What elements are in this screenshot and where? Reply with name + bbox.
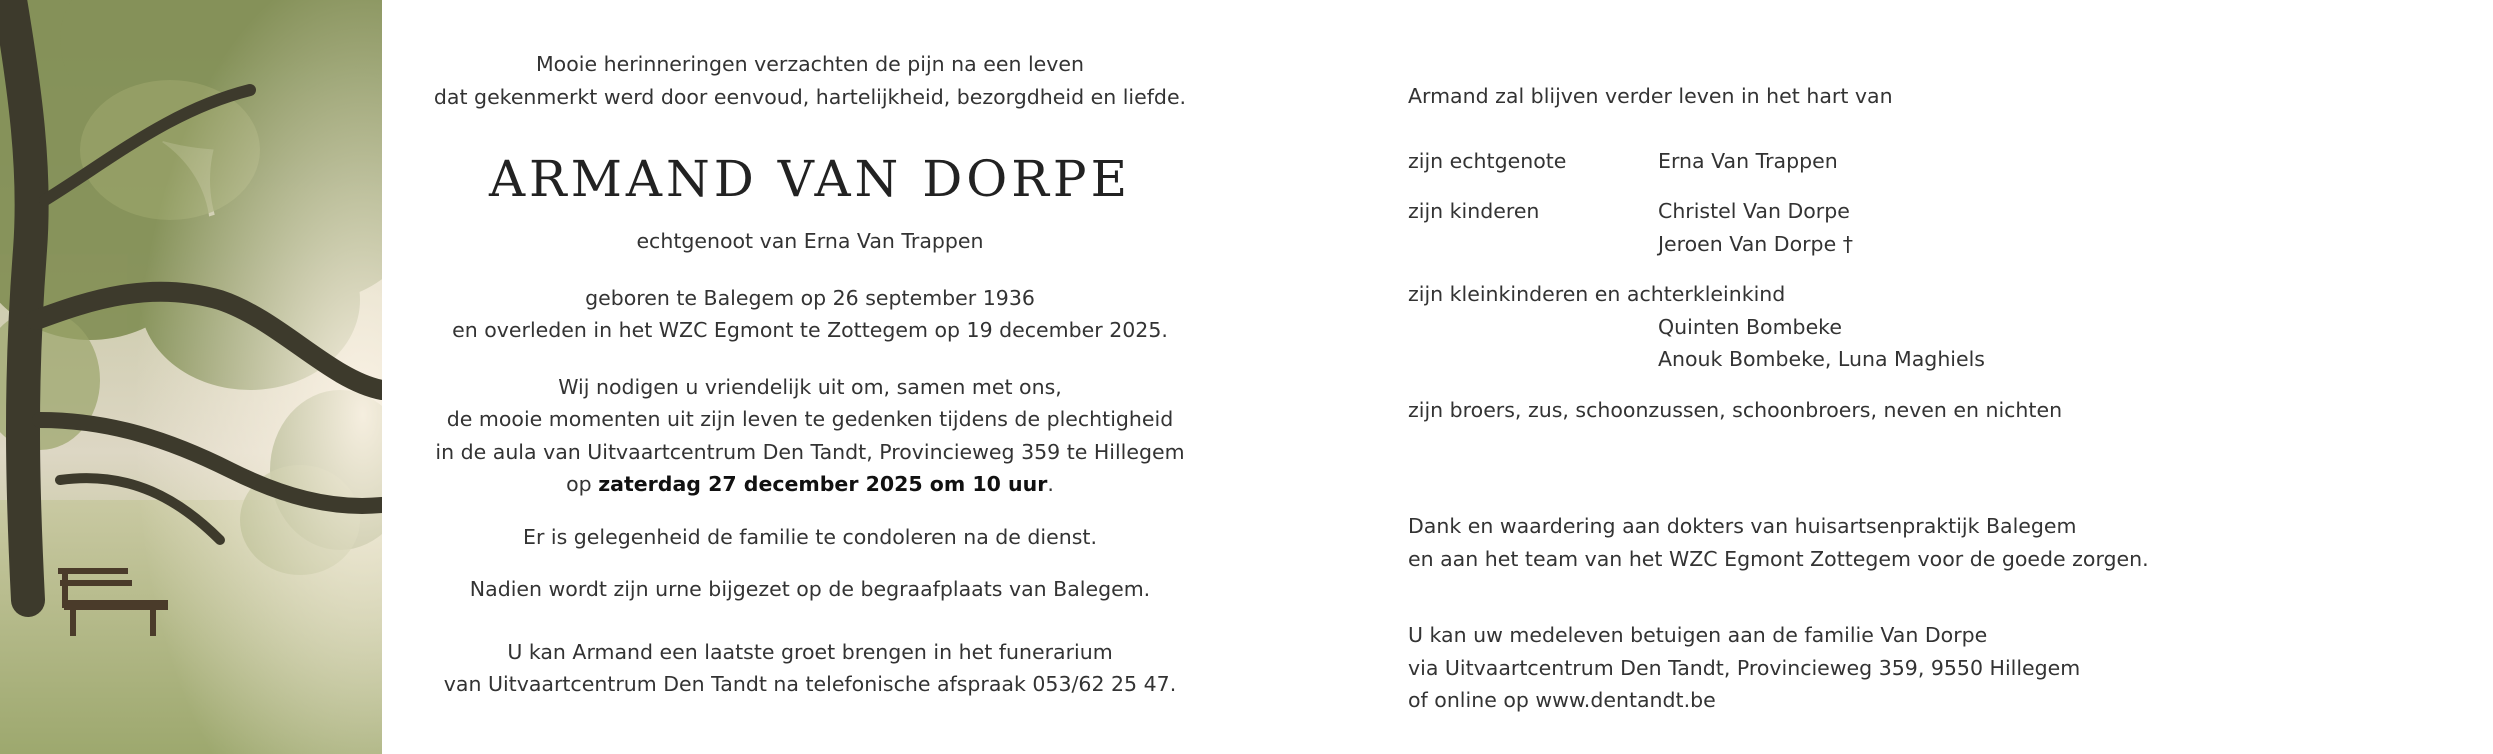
invitation-line-1: Wij nodigen u vriendelijk uit om, samen met ons, bbox=[558, 374, 1062, 399]
spouse-value: Erna Van Trappen bbox=[1658, 148, 1838, 173]
deceased-name: ARMAND VAN DORPE bbox=[488, 150, 1132, 208]
ceremony-prefix: op bbox=[566, 472, 599, 496]
spouse-label: zijn echtgenote bbox=[1408, 148, 1567, 173]
spouse-row bbox=[1408, 145, 2448, 178]
thanks-line-2: en aan het team van het WZC Egmont Zottegem voor de goede zorgen. bbox=[1408, 546, 2149, 571]
children-label: zijn kinderen bbox=[1408, 199, 1540, 223]
urn-line: Nadien wordt zijn urne bijgezet op de begraafplaats van Balegem. bbox=[469, 577, 1151, 601]
other-relatives: zijn broers, zus, schoonzussen, schoonbroers, neven en nichten bbox=[1408, 397, 2063, 422]
child-name: Jeroen Van Dorpe † bbox=[1658, 231, 1853, 256]
funerarium-line-2: van Uitvaartcentrum Den Tandt na telefonische afspraak 053/62 25 47. bbox=[443, 672, 1177, 696]
condolence-line: Er is gelegenheid de familie te condoleren na de dienst. bbox=[523, 524, 1097, 549]
children-list bbox=[1658, 195, 2448, 260]
ceremony-date: zaterdag 27 december 2025 om 10 uur bbox=[598, 472, 1048, 496]
tree-bench-photo bbox=[0, 0, 382, 754]
grandchild-name: Anouk Bombeke, Luna Maghiels bbox=[1658, 347, 1985, 371]
children-row bbox=[1408, 195, 2448, 260]
birth-line-1: geboren te Balegem op 26 september 1936 bbox=[585, 285, 1035, 310]
announcement-column bbox=[430, 48, 1190, 701]
grandchildren-label: zijn kleinkinderen en achterkleinkind bbox=[1408, 282, 1786, 306]
grandchild-name: Quinten Bombeke bbox=[1658, 314, 1842, 339]
contact-line-3: of online op www.dentandt.be bbox=[1408, 688, 1716, 712]
spouse-line: echtgenoot van Erna Van Trappen bbox=[636, 229, 984, 253]
contact-line-1: U kan uw medeleven betuigen aan de familie Van Dorpe bbox=[1408, 623, 1988, 647]
contact-line-2: via Uitvaartcentrum Den Tandt, Provincieweg 359, 9550 Hillegem bbox=[1408, 655, 2081, 680]
family-intro: Armand zal blijven verder leven in het hart van bbox=[1408, 84, 1893, 108]
funerarium-line-1: U kan Armand een laatste groet brengen in het funerarium bbox=[507, 639, 1113, 664]
invitation-line-2: de mooie momenten uit zijn leven te gedenken tijdens de plechtigheid bbox=[446, 407, 1174, 431]
child-name: Christel Van Dorpe bbox=[1658, 199, 1850, 223]
invitation-line-3: in de aula van Uitvaartcentrum Den Tandt, Provincieweg 359 te Hillegem bbox=[435, 439, 1185, 464]
tree-with-park-bench-photo bbox=[0, 0, 382, 754]
family-column bbox=[1408, 80, 2448, 717]
intro-line-1: Mooie herinneringen verzachten de pijn na een leven bbox=[536, 52, 1084, 76]
invitation-line-4 bbox=[430, 468, 1190, 501]
intro-line-2: dat gekenmerkt werd door eenvoud, hartelijkheid, bezorgdheid en liefde. bbox=[433, 84, 1187, 109]
ceremony-suffix: . bbox=[1047, 472, 1054, 496]
thanks-line-1: Dank en waardering aan dokters van huisartsenpraktijk Balegem bbox=[1408, 514, 2077, 538]
birth-line-2: en overleden in het WZC Egmont te Zottegem op 19 december 2025. bbox=[452, 318, 1168, 342]
